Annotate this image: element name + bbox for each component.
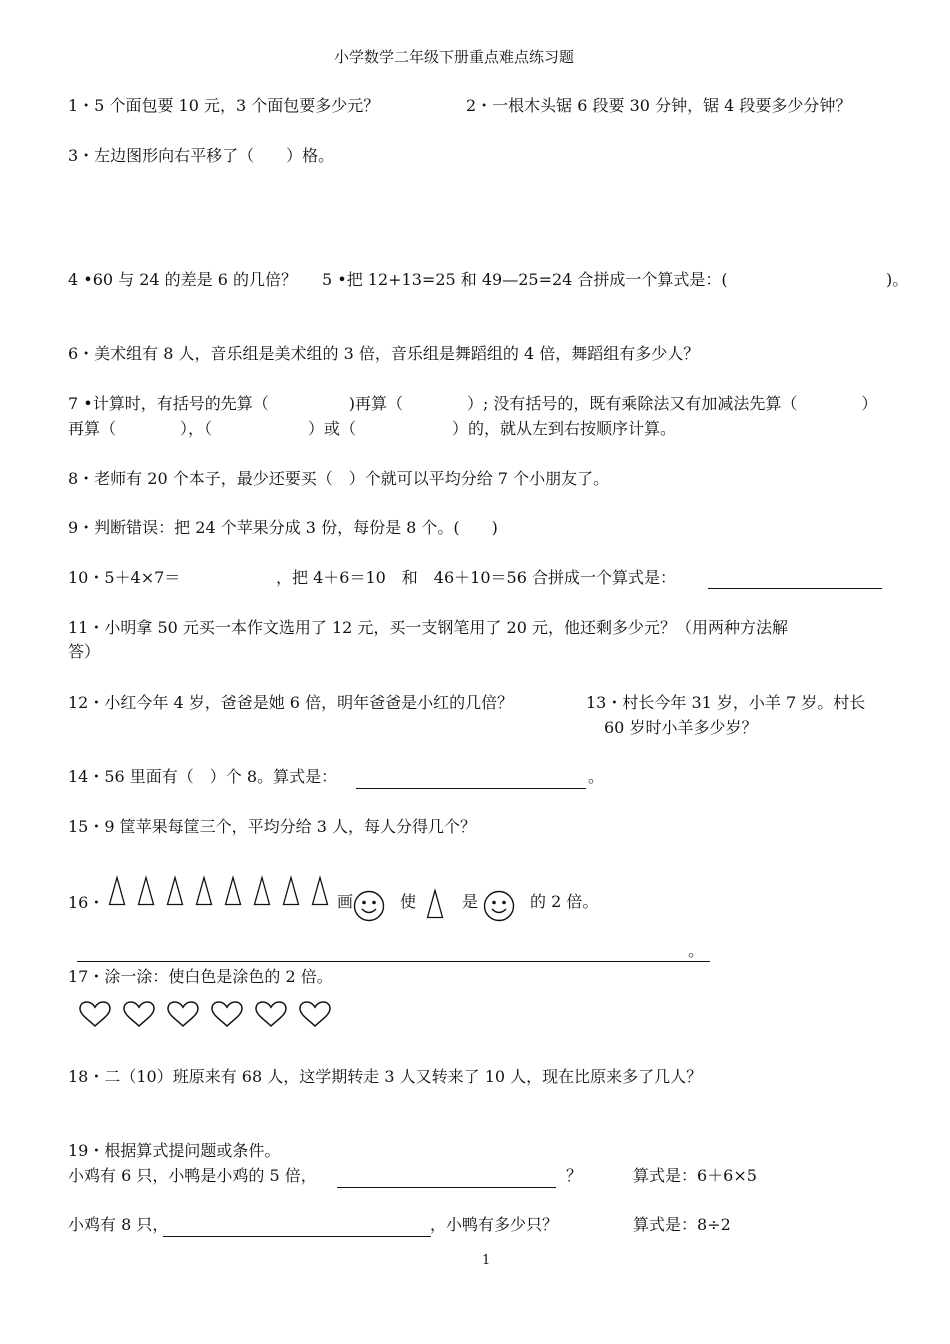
question-17: 17・涂一涂：使白色是涂色的 2 倍。	[68, 967, 333, 986]
question-5-end: )。	[886, 270, 909, 289]
page-number: 1	[482, 1253, 491, 1268]
page-title: 小学数学二年级下册重点难点练习题	[334, 48, 575, 66]
question-13-line1: 13・村长今年 31 岁，小羊 7 岁。村长	[586, 693, 866, 712]
question-16-times: 的 2 倍。	[530, 892, 599, 911]
triangle-icon	[311, 876, 329, 906]
answer-line-10	[708, 588, 882, 589]
triangle-icon	[282, 876, 300, 906]
question-19b-mark: ，小鸭有多少只？	[430, 1215, 559, 1234]
question-13-line2: 60 岁时小羊多少岁？	[604, 718, 758, 737]
answer-line-19a	[337, 1187, 556, 1188]
heart-icon	[166, 1000, 200, 1028]
question-16-is: 是	[462, 892, 479, 911]
triangle-icon	[137, 876, 155, 906]
smiley-icon	[483, 890, 515, 922]
question-19a-mark: ？	[566, 1166, 583, 1185]
question-11-line1: 11・小明拿 50 元买一本作文选用了 12 元，买一支钢笔用了 20 元，他还剩多少元？（用两种方法解	[68, 618, 788, 637]
question-19a: 小鸡有 6 只，小鸭是小鸡的 5 倍，	[68, 1166, 317, 1185]
question-3: 3・左边图形向右平移了（ ）格。	[68, 146, 335, 165]
question-15: 15・9 筐苹果每筐三个，平均分给 3 人，每人分得几个？	[68, 817, 476, 836]
triangle-icon	[426, 889, 444, 919]
question-16-draw: 画	[337, 892, 354, 911]
question-18: 18・二（10）班原来有 68 人，这学期转走 3 人又转来了 10 人，现在比原来多了几人？	[68, 1067, 703, 1086]
question-19b: 小鸡有 8 只，	[68, 1215, 169, 1234]
smiley-icon	[353, 890, 385, 922]
triangle-icon	[166, 876, 184, 906]
heart-icon	[122, 1000, 156, 1028]
question-19a-formula: 算式是：6＋6×5	[633, 1166, 757, 1185]
question-19-title: 19・根据算式提问题或条件。	[68, 1141, 281, 1160]
question-7-line1: 7 •计算时，有括号的先算（ )再算（ ）; 没有括号的，既有乘除法又有加减法先算（ ）	[68, 394, 878, 413]
question-10a: 10・5＋4×7＝	[68, 568, 181, 587]
triangle-icon	[195, 876, 213, 906]
heart-icon	[78, 1000, 112, 1028]
question-1: 1・5 个面包要 10 元，3 个面包要多少元？	[68, 96, 380, 115]
question-19b-formula: 算式是：8÷2	[633, 1215, 731, 1234]
question-5: 5 •把 12+13=25 和 49—25=24 合拼成一个算式是：(	[322, 270, 728, 289]
question-10b: ，把 4＋6＝10 和 46＋10＝56 合拼成一个算式是：	[276, 568, 676, 587]
question-16-make: 使	[400, 892, 417, 911]
question-4: 4 •60 与 24 的差是 6 的几倍？	[68, 270, 298, 289]
answer-line-16	[77, 961, 710, 962]
question-12: 12・小红今年 4 岁，爸爸是她 6 倍，明年爸爸是小红的几倍？	[68, 693, 514, 712]
heart-icon	[254, 1000, 288, 1028]
answer-line-14	[356, 788, 586, 789]
question-2: 2・一根木头锯 6 段要 30 分钟，锯 4 段要多少分钟？	[466, 96, 852, 115]
triangle-icon	[108, 876, 126, 906]
answer-line-19b	[163, 1236, 431, 1237]
question-14-end: 。	[588, 767, 605, 786]
question-9: 9・判断错误：把 24 个苹果分成 3 份，每份是 8 个。( )	[68, 518, 498, 537]
question-16-number: 16・	[68, 893, 105, 912]
triangle-icon	[224, 876, 242, 906]
question-8: 8・老师有 20 个本子，最少还要买（ ）个就可以平均分给 7 个小朋友了。	[68, 469, 610, 488]
question-7-line2: 再算（ ），（ ）或（ ）的，就从左到右按顺序计算。	[68, 419, 677, 438]
question-14: 14・56 里面有（ ）个 8。算式是：	[68, 767, 338, 786]
question-11-line2: 答）	[68, 642, 101, 661]
heart-icon	[298, 1000, 332, 1028]
triangle-icon	[253, 876, 271, 906]
heart-icon	[210, 1000, 244, 1028]
question-6: 6・美术组有 8 人，音乐组是美术组的 3 倍，音乐组是舞蹈组的 4 倍，舞蹈组有多少人？	[68, 344, 700, 363]
question-16-end: 。	[688, 941, 705, 960]
